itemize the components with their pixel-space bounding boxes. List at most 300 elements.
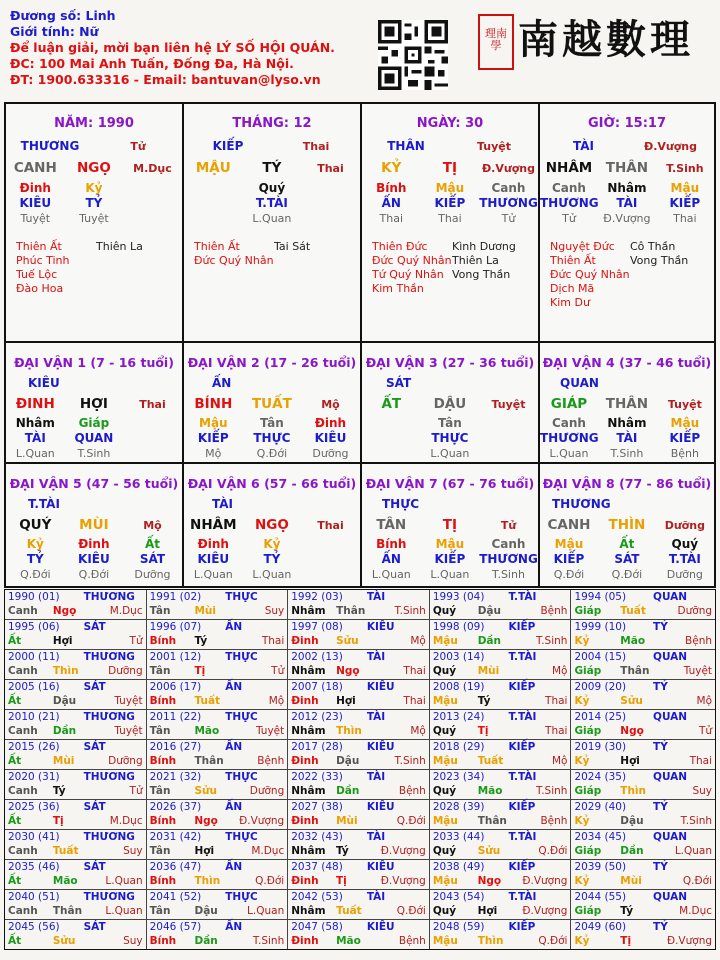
year-life: Dưỡng xyxy=(108,665,143,677)
year-life: Q.Đới xyxy=(682,875,713,887)
year-stem: Tân xyxy=(149,785,171,797)
year-branch: Thìn xyxy=(336,725,362,737)
branch-life: M.Dục xyxy=(133,162,172,175)
year-label: 2048 (59) xyxy=(432,921,485,933)
year-god: TỶ xyxy=(653,801,668,813)
year-life: Q.Đới xyxy=(396,815,426,827)
year-label: 2028 (39) xyxy=(432,801,485,813)
year-label: 2009 (20) xyxy=(574,681,627,693)
year-god: KIẾP xyxy=(508,741,536,753)
year-god: THỰC xyxy=(225,891,258,903)
brand-calligraphy: 南越數理 xyxy=(518,16,694,63)
year-label: 1993 (04) xyxy=(432,591,485,603)
year-god: KIÊU xyxy=(366,741,395,753)
year-label: 2041 (52) xyxy=(149,891,202,903)
year-label: 2029 (40) xyxy=(574,801,627,813)
year-god: SÁT xyxy=(83,741,106,753)
year-life: M.Dục xyxy=(109,605,143,617)
year-god: TÀI xyxy=(366,591,386,603)
year-branch: Tý xyxy=(335,845,349,857)
annual-cell xyxy=(288,740,430,769)
year-branch: Tuất xyxy=(52,845,79,857)
year-branch: Tý xyxy=(52,785,66,797)
year-label: 2006 (17) xyxy=(149,681,202,693)
year-god: QUAN xyxy=(653,591,688,603)
annual-cell xyxy=(288,620,430,649)
year-god: TỶ xyxy=(653,861,668,873)
year-god: KIÊU xyxy=(366,681,395,693)
annual-row xyxy=(5,890,715,920)
luck-period: ĐẠI VẬN 6 (57 - 66 tuổi) TÀI NHÂM NGỌ Thai Đinh Kỷ KIÊU TỶ L.Quan L.Quan xyxy=(184,464,362,586)
year-branch: Tuất xyxy=(336,905,362,917)
annual-cell xyxy=(288,770,430,799)
pillar-year xyxy=(6,104,184,341)
year-branch: Mùi xyxy=(194,605,217,617)
year-branch: Mão xyxy=(336,935,361,947)
annual-cell xyxy=(430,590,572,619)
year-label: 2014 (25) xyxy=(574,711,627,723)
year-branch: Tý xyxy=(194,635,208,647)
annual-cell xyxy=(288,800,430,829)
annual-cell xyxy=(5,890,147,919)
year-stem: Bính xyxy=(149,815,177,827)
luck-period: ĐẠI VẬN 7 (67 - 76 tuổi) THỰC TÂN TỊ Tử Bính Mậu Canh ẤN KIẾP THƯƠNG L.Quan L.Quan T.Sinh xyxy=(362,464,540,586)
year-life: L.Quan xyxy=(105,905,143,917)
annual-row xyxy=(5,710,715,740)
year-label: 2031 (42) xyxy=(149,831,202,843)
annual-cell xyxy=(430,920,572,949)
year-life: Dưỡng xyxy=(677,605,713,617)
annual-cell xyxy=(430,830,572,859)
year-label: 2012 (23) xyxy=(291,711,343,723)
year-life: Suy xyxy=(264,605,285,617)
year-branch: Sửu xyxy=(194,785,217,797)
year-branch: Thìn xyxy=(194,875,221,887)
year-god: TỶ xyxy=(653,621,668,633)
luck-period: ĐẠI VẬN 1 (7 - 16 tuổi) KIÊU ĐINH HỢI Thai Nhâm Giáp TÀI QUAN L.Quan T.Sinh xyxy=(6,343,184,462)
annual-cell xyxy=(147,620,289,649)
year-label: 2019 (30) xyxy=(574,741,627,753)
year-god: QUAN xyxy=(653,891,688,903)
year-label: 2027 (38) xyxy=(291,801,343,813)
year-label: 1991 (02) xyxy=(149,591,202,603)
annual-row xyxy=(5,770,715,800)
year-life: Q.Đới xyxy=(538,935,568,947)
phone-email: ĐT: 1900.633316 - Email: bantuvan@lyso.vn xyxy=(10,72,321,87)
annual-cell xyxy=(5,650,147,679)
year-god: THỰC xyxy=(225,711,258,723)
annual-cell xyxy=(147,860,289,889)
year-branch: Dần xyxy=(336,785,360,797)
year-stem: Mậu xyxy=(432,755,458,767)
year-god: SÁT xyxy=(83,921,106,933)
year-stem: Mậu xyxy=(432,935,458,947)
ten-god: THƯƠNG xyxy=(20,139,80,153)
year-label: 2003 (14) xyxy=(432,651,485,663)
year-branch: Ngọ xyxy=(477,875,502,887)
year-label: 2004 (15) xyxy=(574,651,627,663)
year-branch: Thân xyxy=(620,665,650,677)
year-stem: Giáp xyxy=(574,605,602,617)
year-stem: Tân xyxy=(149,905,171,917)
annual-cell xyxy=(571,680,715,709)
year-branch: Mão xyxy=(194,725,220,737)
year-stem: Canh xyxy=(8,845,38,857)
annual-cell xyxy=(147,890,289,919)
year-label: 1990 (01) xyxy=(8,591,60,603)
year-stem: Tân xyxy=(149,665,171,677)
year-label: 2030 (41) xyxy=(8,831,60,843)
year-god: ẤN xyxy=(225,681,243,693)
life-stage: Tử xyxy=(130,140,146,153)
year-stem: Đinh xyxy=(291,875,319,887)
annual-cell xyxy=(430,620,572,649)
year-life: Dưỡng xyxy=(108,755,143,767)
year-stem: Giáp xyxy=(574,785,602,797)
year-god: KIẾP xyxy=(508,801,536,813)
year-branch: Mùi xyxy=(52,755,75,767)
year-god: TỶ xyxy=(653,921,668,933)
year-god: THƯƠNG xyxy=(83,711,135,723)
year-branch: Mùi xyxy=(477,665,500,677)
year-branch: Tý xyxy=(477,695,491,707)
year-god: TÀI xyxy=(366,651,386,663)
year-branch: Hợi xyxy=(194,845,215,857)
year-branch: Ngọ xyxy=(194,815,218,827)
year-life: Suy xyxy=(123,935,143,947)
year-life: Đ.Vượng xyxy=(522,875,568,887)
annual-row xyxy=(5,650,715,680)
annual-row xyxy=(5,740,715,770)
year-label: 2017 (28) xyxy=(291,741,343,753)
pillar-title: NĂM: 1990 xyxy=(54,116,134,131)
year-stem: Mậu xyxy=(432,635,458,647)
year-god: QUAN xyxy=(653,711,688,723)
year-life: M.Dục xyxy=(251,845,285,857)
annual-cell xyxy=(571,800,715,829)
year-stem: Đinh xyxy=(291,815,319,827)
annual-cell xyxy=(571,830,715,859)
year-branch: Sửu xyxy=(620,695,643,707)
annual-cell xyxy=(430,800,572,829)
year-life: Bệnh xyxy=(398,935,426,947)
year-stem: Bính xyxy=(149,755,177,767)
year-stem: Giáp xyxy=(574,665,602,677)
contact-note: Để luận giải, mời bạn liên hệ LÝ SỐ HỘI QUÁN. xyxy=(10,40,335,55)
owner-name: Đương số: Linh xyxy=(10,8,116,23)
year-god: KIÊU xyxy=(366,861,395,873)
year-god: SÁT xyxy=(83,621,106,633)
annual-cell xyxy=(5,680,147,709)
year-stem: Nhâm xyxy=(291,725,326,737)
year-life: Tử xyxy=(698,725,713,737)
luck-period: ĐẠI VẬN 3 (27 - 36 tuổi) SÁT ẤT DẬU Tuyệt Tân THỰC L.Quan xyxy=(362,343,540,462)
luck-row-1 xyxy=(6,343,714,464)
year-god: TÀI xyxy=(366,831,386,843)
year-branch: Sửu xyxy=(52,935,76,947)
year-stem: Mậu xyxy=(432,695,458,707)
year-stem: Quý xyxy=(432,845,457,857)
year-god: THƯƠNG xyxy=(83,651,135,663)
year-god: T.TÀI xyxy=(508,771,537,783)
year-stem: Giáp xyxy=(574,845,602,857)
year-label: 2022 (33) xyxy=(291,771,343,783)
year-life: Mộ xyxy=(410,635,426,647)
year-god: T.TÀI xyxy=(508,651,537,663)
annual-cell xyxy=(5,800,147,829)
star-list: Nguyệt Đức Cô Thần Thiên Ất Vong Thần Đức Quý Nhân Dịch Mã Kim Dư xyxy=(550,240,689,309)
year-life: T.Sinh xyxy=(394,605,426,617)
year-stem: Quý xyxy=(432,725,457,737)
year-branch: Thìn xyxy=(477,935,504,947)
year-label: 2047 (58) xyxy=(291,921,343,933)
year-god: KIÊU xyxy=(366,921,395,933)
gender: Giới tính: Nữ xyxy=(10,24,99,39)
year-god: THỰC xyxy=(225,591,258,603)
year-stem: Bính xyxy=(149,875,177,887)
year-life: Tuyệt xyxy=(683,665,713,677)
year-stem: Ất xyxy=(8,815,22,827)
year-life: Tử xyxy=(271,665,285,677)
year-label: 1996 (07) xyxy=(149,621,202,633)
luck-period: ĐẠI VẬN 2 (17 - 26 tuổi) ẤN BÍNH TUẤT Mộ Mậu Tân Đinh KIẾP THỰC KIÊU Mộ Q.Đới Dưỡng xyxy=(184,343,362,462)
annual-cell xyxy=(430,770,572,799)
chart-grid xyxy=(4,102,716,588)
year-life: Thai xyxy=(261,635,285,647)
year-label: 2044 (55) xyxy=(574,891,627,903)
year-branch: Dậu xyxy=(336,755,360,767)
annual-cell xyxy=(5,590,147,619)
pillar-month: THÁNG: 12 KIẾP Thai MẬU TÝ Thai Quý T.TÀI L.Quan Thiên Ất Tai Sát Đức Quý Nhân xyxy=(184,104,362,341)
year-branch: Tuất xyxy=(194,695,221,707)
year-branch: Thân xyxy=(52,905,83,917)
year-label: 2007 (18) xyxy=(291,681,343,693)
year-branch: Dậu xyxy=(52,695,77,707)
annual-cell xyxy=(288,920,430,949)
year-life: Dưỡng xyxy=(249,785,285,797)
year-life: L.Quan xyxy=(105,875,143,887)
year-god: KIẾP xyxy=(508,861,536,873)
year-life: Mộ xyxy=(551,665,568,677)
year-stem: Tân xyxy=(149,725,171,737)
annual-cell xyxy=(147,710,289,739)
year-stem: Kỷ xyxy=(574,875,590,887)
year-label: 2001 (12) xyxy=(149,651,202,663)
year-branch: Ngọ xyxy=(620,725,644,737)
year-stem: Giáp xyxy=(574,725,602,737)
annual-cell xyxy=(5,620,147,649)
year-stem: Canh xyxy=(8,905,38,917)
year-stem: Nhâm xyxy=(291,905,326,917)
year-stem: Canh xyxy=(8,785,38,797)
year-branch: Dần xyxy=(477,635,501,647)
year-branch: Mão xyxy=(477,785,503,797)
annual-cell xyxy=(571,740,715,769)
year-stem: Giáp xyxy=(574,905,602,917)
year-branch: Mão xyxy=(52,875,78,887)
year-life: Q.Đới xyxy=(396,905,426,917)
annual-cell xyxy=(430,710,572,739)
year-label: 2011 (22) xyxy=(149,711,202,723)
annual-cell xyxy=(147,770,289,799)
year-life: L.Quan xyxy=(674,845,713,857)
year-label: 2039 (50) xyxy=(574,861,627,873)
year-god: TỶ xyxy=(653,741,668,753)
year-label: 1997 (08) xyxy=(291,621,343,633)
year-branch: Tị xyxy=(477,725,489,737)
header-info xyxy=(10,8,335,88)
year-life: T.Sinh xyxy=(252,935,285,947)
year-stem: Bính xyxy=(149,935,177,947)
year-label: 2018 (29) xyxy=(432,741,485,753)
year-god: THƯƠNG xyxy=(83,831,135,843)
annual-cell xyxy=(147,800,289,829)
year-god: ẤN xyxy=(225,921,243,933)
year-life: Đ.Vượng xyxy=(380,875,426,887)
year-stem: Canh xyxy=(8,665,38,677)
year-god: SÁT xyxy=(83,861,106,873)
luck-period: ĐẠI VẬN 8 (77 - 86 tuổi) THƯƠNG CANH THÌN Dưỡng Mậu Ất Quý KIẾP SÁT T.TÀI Q.Đới Q.Đới Dưỡng xyxy=(542,476,712,581)
annual-cell xyxy=(571,770,715,799)
year-branch: Dần xyxy=(194,935,218,947)
year-god: T.TÀI xyxy=(508,711,537,723)
year-branch: Hợi xyxy=(477,905,498,917)
annual-cell xyxy=(430,680,572,709)
annual-cell xyxy=(288,650,430,679)
year-label: 2020 (31) xyxy=(8,771,60,783)
year-label: 1992 (03) xyxy=(291,591,343,603)
year-god: TÀI xyxy=(366,771,386,783)
year-branch: Tuất xyxy=(620,605,646,617)
annual-cell xyxy=(288,830,430,859)
year-life: Tuyệt xyxy=(114,725,143,737)
qr-code-icon xyxy=(378,20,448,90)
year-label: 2037 (48) xyxy=(291,861,343,873)
annual-cell xyxy=(571,620,715,649)
year-label: 2024 (35) xyxy=(574,771,627,783)
year-god: ẤN xyxy=(225,741,243,753)
year-branch: Hợi xyxy=(336,695,356,707)
year-label: 2002 (13) xyxy=(291,651,343,663)
year-life: Đ.Vượng xyxy=(380,845,426,857)
year-life: L.Quan xyxy=(247,905,285,917)
year-branch: Tị xyxy=(194,665,206,677)
hidden-life: Tuyệt xyxy=(79,212,109,225)
year-label: 2034 (45) xyxy=(574,831,627,843)
year-label: 2045 (56) xyxy=(8,921,60,933)
annual-cell xyxy=(5,770,147,799)
year-label: 2035 (46) xyxy=(8,861,60,873)
year-life: Q.Đới xyxy=(538,845,568,857)
year-stem: Ất xyxy=(8,755,22,767)
earthly-branch: NGỌ xyxy=(76,160,111,176)
year-life: Đ.Vượng xyxy=(522,905,568,917)
year-stem: Kỷ xyxy=(574,755,590,767)
luck-period: ĐẠI VẬN 5 (47 - 56 tuổi) T.TÀI QUÝ MÙI Mộ Kỷ Đinh Ất TỶ KIÊU SÁT Q.Đới Q.Đới Dưỡng xyxy=(6,464,184,586)
year-stem: Ất xyxy=(8,935,22,947)
year-branch: Dần xyxy=(620,845,644,857)
year-label: 1998 (09) xyxy=(432,621,485,633)
year-branch: Thìn xyxy=(52,665,79,677)
pillar-row xyxy=(6,104,714,343)
year-stem: Nhâm xyxy=(291,665,326,677)
hidden-life: Tuyệt xyxy=(20,212,51,225)
year-life: Tuyệt xyxy=(255,725,285,737)
year-god: THƯƠNG xyxy=(83,771,135,783)
annual-cell xyxy=(288,590,430,619)
year-life: Thai xyxy=(403,695,426,707)
annual-cell xyxy=(571,890,715,919)
brand-logo xyxy=(478,12,706,70)
annual-cell xyxy=(147,920,289,949)
pillar-title: NGÀY: 30 xyxy=(416,116,484,131)
year-life: Thai xyxy=(545,695,568,707)
star-list: Thiên Đức Kình Dương Đức Quý NhânThiên La Tứ Quý Nhân Vong Thần Kim Thần xyxy=(372,240,516,295)
year-god: TỶ xyxy=(653,681,668,693)
year-branch: Hợi xyxy=(52,635,73,647)
luck-row-2 xyxy=(6,464,714,586)
year-branch: Mùi xyxy=(620,875,642,887)
hidden-stem: Kỷ xyxy=(85,181,103,195)
year-label: 2025 (36) xyxy=(8,801,60,813)
year-god: THƯƠNG xyxy=(83,891,135,903)
year-stem: Bính xyxy=(149,635,177,647)
pillar-title: GIỜ: 15:17 xyxy=(588,116,666,131)
year-life: Bệnh xyxy=(540,605,568,617)
year-branch: Mão xyxy=(620,635,646,647)
year-branch: Mùi xyxy=(336,815,358,827)
annual-cell xyxy=(430,890,572,919)
year-stem: Nhâm xyxy=(291,605,326,617)
annual-cell xyxy=(147,650,289,679)
year-label: 2023 (34) xyxy=(432,771,485,783)
year-life: Thai xyxy=(403,665,426,677)
annual-cell xyxy=(571,920,715,949)
year-branch: Thìn xyxy=(620,785,647,797)
year-god: THỰC xyxy=(225,831,258,843)
year-stem: Quý xyxy=(432,785,457,797)
year-life: Tử xyxy=(129,635,143,647)
year-god: TÀI xyxy=(366,891,386,903)
year-branch: Tuất xyxy=(477,755,504,767)
year-god: QUAN xyxy=(653,771,688,783)
pillar-day: NGÀY: 30 THÂN Tuyệt KỶ TỊ Đ.Vượng Bính Mậu Canh ẤN KIẾP THƯƠNG Thai Thai Tử Thiên Đức Kình Dương Đức Quý NhânThiên La Tứ Quý Nhân Vong Thần Kim Thần xyxy=(362,104,540,341)
year-branch: Tý xyxy=(620,905,634,917)
year-god: THƯƠNG xyxy=(83,591,135,603)
year-life: Tuyệt xyxy=(114,695,143,707)
pillar-title: THÁNG: 12 xyxy=(232,116,312,131)
year-life: T.Sinh xyxy=(680,815,713,827)
year-stem: Kỷ xyxy=(574,815,590,827)
year-label: 2008 (19) xyxy=(432,681,485,693)
annual-cell xyxy=(571,860,715,889)
year-branch: Dần xyxy=(52,725,77,737)
year-god: THỰC xyxy=(225,651,258,663)
year-god: KIÊU xyxy=(366,801,395,813)
annual-cell xyxy=(5,860,147,889)
annual-cell xyxy=(5,710,147,739)
year-stem: Quý xyxy=(432,605,457,617)
year-god: T.TÀI xyxy=(508,591,537,603)
year-life: Suy xyxy=(123,845,143,857)
year-branch: Tị xyxy=(620,935,632,947)
year-life: Mộ xyxy=(696,695,713,707)
seal-stamp: 理南學 xyxy=(478,14,514,70)
address: ĐC: 100 Mai Anh Tuấn, Đống Đa, Hà Nội. xyxy=(10,56,294,71)
year-life: Bệnh xyxy=(540,815,568,827)
year-branch: Sửu xyxy=(336,635,359,647)
year-life: Đ.Vượng xyxy=(666,935,713,947)
